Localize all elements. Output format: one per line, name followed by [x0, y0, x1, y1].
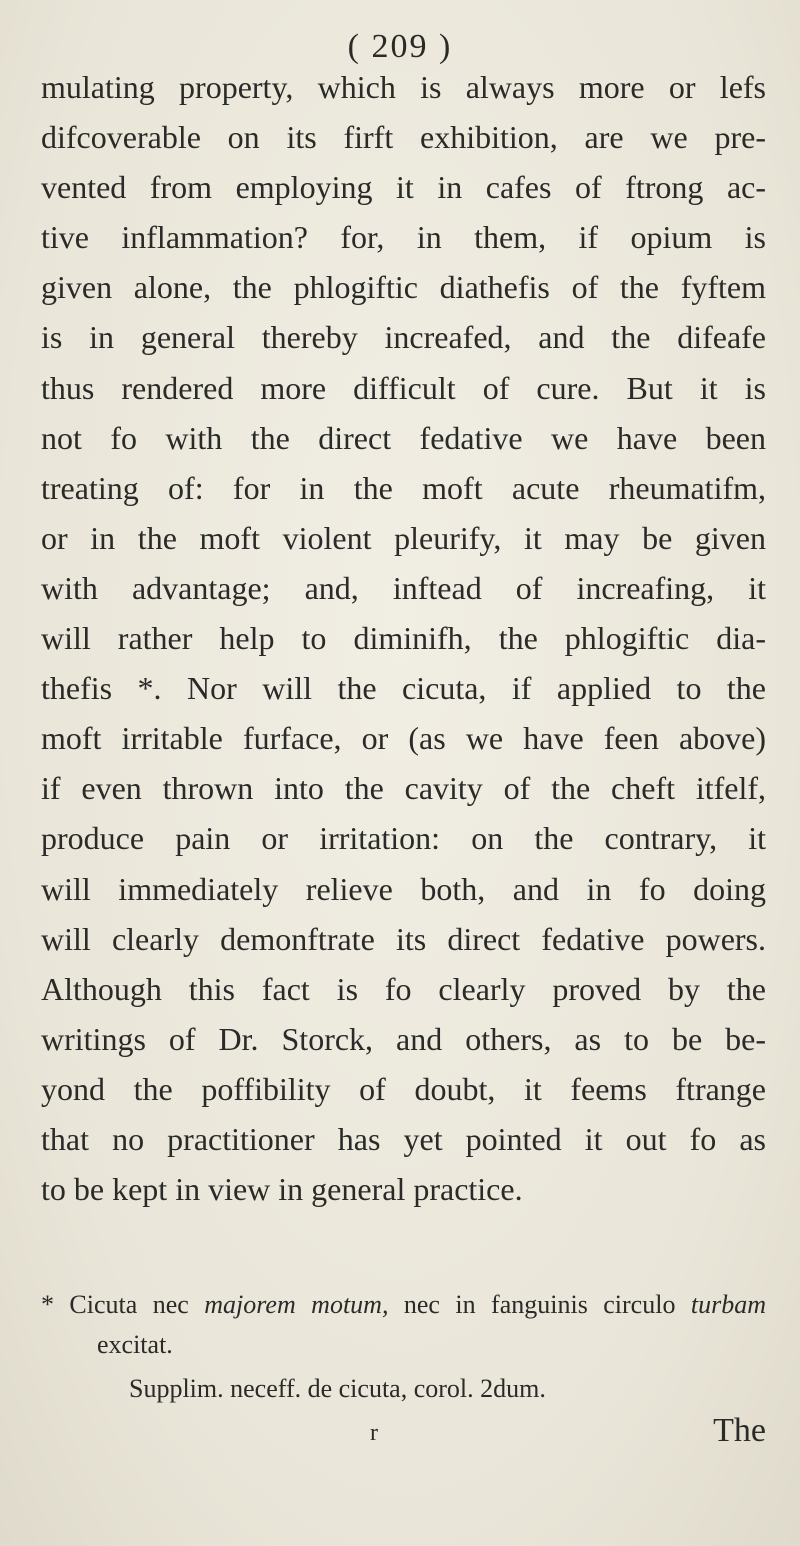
signature-mark: r [370, 1420, 378, 1446]
text-line: mulating property, which is always more or lefs [41, 69, 766, 105]
text-line: with advantage; and, inftead of increafing, it [41, 569, 766, 606]
page-footer [0, 1412, 800, 1462]
footnote-italic: majorem motum, [204, 1290, 389, 1319]
footnote-italic-end: turbam [690, 1290, 767, 1319]
text-line: will immediately relieve both, and in fo doing [41, 870, 766, 907]
footnote-marker: * Cicuta nec [41, 1290, 189, 1319]
body-text [41, 62, 766, 1214]
text-line: produce pain or irritation: on the contrary, it [41, 820, 766, 857]
footnote-line [41, 1285, 766, 1325]
text-line: thefis *. Nor will the cicuta, if applied to the [41, 670, 766, 707]
text-line: yond the poffibility of doubt, it feems ftrange [41, 1070, 766, 1107]
footnote-middle: nec in fanguinis circulo [403, 1290, 676, 1319]
text-line: thus rendered more difficult of cure. But it is [41, 369, 766, 406]
text-line: to be kept in view in general practice. [41, 1171, 523, 1208]
text-line: is in general thereby increafed, and the difeafe [41, 319, 766, 356]
text-line: will rather help to diminifh, the phlogiftic dia- [41, 620, 766, 657]
catchword: The [713, 1412, 766, 1449]
text-line: vented from employing it in cafes of ftrong ac- [41, 169, 766, 206]
text-line: writings of Dr. Storck, and others, as to be be- [41, 1020, 766, 1057]
text-line: moft irritable furface, or (as we have feen above) [41, 720, 766, 757]
text-line: will clearly demonftrate its direct fedative powers. [41, 920, 766, 957]
footnote [41, 1285, 766, 1413]
text-line: that no practitioner has yet pointed it out fo as [41, 1120, 766, 1157]
text-line: difcoverable on its firft exhibition, are we pre- [41, 119, 766, 156]
text-line: if even thrown into the cavity of the cheft itfelf, [41, 770, 766, 807]
text-line: given alone, the phlogiftic diathefis of the fyftem [41, 269, 766, 306]
footnote-citation: Supplim. neceff. de cicuta, corol. 2dum. [129, 1374, 546, 1403]
page-number: ( 209 ) [347, 28, 453, 65]
text-line: Although this fact is fo clearly proved by the [41, 970, 766, 1007]
text-line: or in the moft violent pleurify, it may be given [41, 519, 766, 556]
text-line: tive inflammation? for, in them, if opium is [41, 219, 766, 256]
footnote-line-2: excitat. [97, 1330, 173, 1359]
text-line: not fo with the direct fedative we have been [41, 419, 766, 456]
text-line: treating of: for in the moft acute rheumatifm, [41, 469, 766, 506]
